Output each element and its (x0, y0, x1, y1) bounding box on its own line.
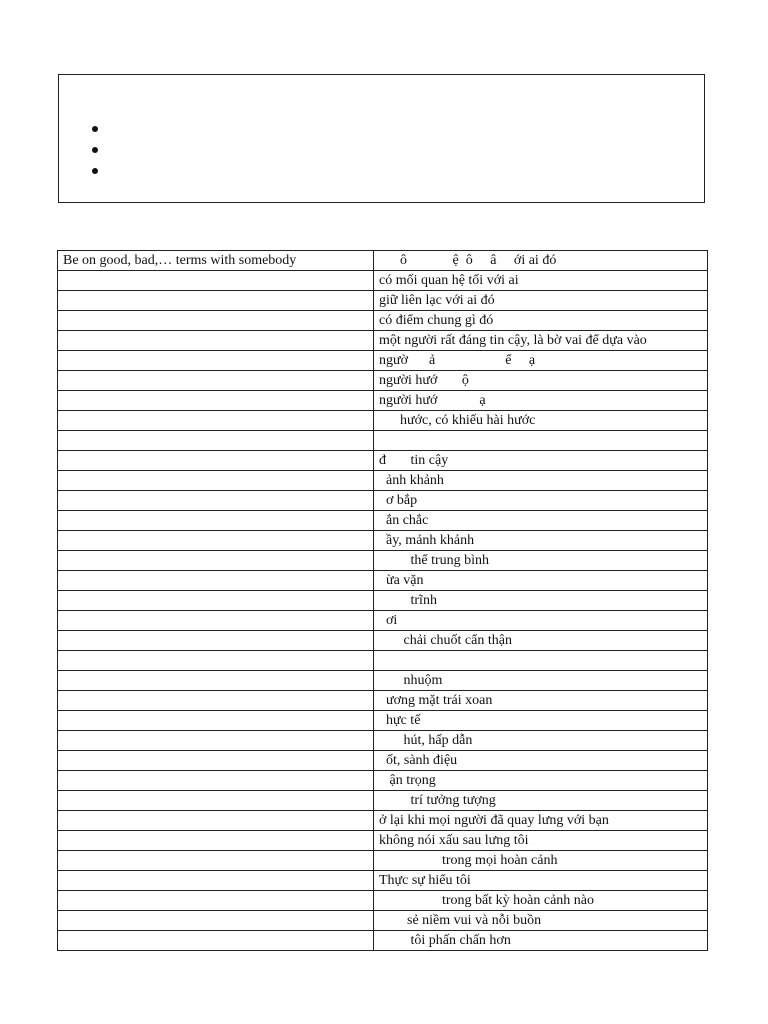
english-phrase-cell (58, 291, 374, 311)
table-row (58, 291, 708, 311)
english-phrase-cell (58, 571, 374, 591)
vietnamese-meaning-cell: trĩnh (374, 591, 708, 611)
vietnamese-meaning-cell: ận trọng (374, 771, 708, 791)
table-row (58, 631, 708, 651)
vocabulary-table (57, 250, 708, 951)
english-phrase-cell (58, 891, 374, 911)
english-phrase-cell (58, 851, 374, 871)
table-row (58, 311, 708, 331)
table-row (58, 911, 708, 931)
english-phrase-cell (58, 491, 374, 511)
vietnamese-meaning-cell: hực tế (374, 711, 708, 731)
vietnamese-meaning-cell (374, 431, 708, 451)
vietnamese-meaning-cell: trong bất kỳ hoàn cảnh nào (374, 891, 708, 911)
vietnamese-meaning-cell: tôi phấn chấn hơn (374, 931, 708, 951)
vietnamese-meaning-cell: người hướ ộ (374, 371, 708, 391)
vietnamese-meaning-cell: có điểm chung gì đó (374, 311, 708, 331)
vietnamese-meaning-cell: trong mọi hoàn cảnh (374, 851, 708, 871)
table-row (58, 471, 708, 491)
english-phrase-cell (58, 711, 374, 731)
table-row (58, 251, 708, 271)
table-row (58, 451, 708, 471)
table-row (58, 391, 708, 411)
english-phrase-cell (58, 791, 374, 811)
english-phrase-cell (58, 831, 374, 851)
table-row (58, 851, 708, 871)
english-phrase-cell (58, 811, 374, 831)
vietnamese-meaning-cell: sẻ niềm vui và nỗi buồn (374, 911, 708, 931)
english-phrase-cell (58, 631, 374, 651)
table-row (58, 771, 708, 791)
english-phrase-cell (58, 471, 374, 491)
table-row (58, 571, 708, 591)
vietnamese-meaning-cell: trí tưởng tượng (374, 791, 708, 811)
english-phrase-cell (58, 371, 374, 391)
vietnamese-meaning-cell: nhuộm (374, 671, 708, 691)
table-row (58, 351, 708, 371)
table-row (58, 491, 708, 511)
vietnamese-meaning-cell: ơ bắp (374, 491, 708, 511)
english-phrase-cell (58, 751, 374, 771)
table-row (58, 731, 708, 751)
english-phrase-cell (58, 671, 374, 691)
english-phrase-cell (58, 911, 374, 931)
vietnamese-meaning-cell: ừa vặn (374, 571, 708, 591)
table-row (58, 271, 708, 291)
table-row (58, 791, 708, 811)
english-phrase-cell (58, 871, 374, 891)
header-box (58, 74, 705, 203)
english-phrase-cell (58, 591, 374, 611)
english-phrase-cell (58, 451, 374, 471)
table-row (58, 831, 708, 851)
english-phrase-cell (58, 931, 374, 951)
vietnamese-meaning-cell: không nói xấu sau lưng tôi (374, 831, 708, 851)
table-row (58, 671, 708, 691)
english-phrase-cell (58, 611, 374, 631)
vietnamese-meaning-cell: ơi (374, 611, 708, 631)
table-row (58, 711, 708, 731)
vietnamese-meaning-cell: người hướ ạ (374, 391, 708, 411)
table-row (58, 651, 708, 671)
table-row (58, 371, 708, 391)
table-row (58, 891, 708, 911)
table-row (58, 551, 708, 571)
english-phrase-cell (58, 511, 374, 531)
vietnamese-meaning-cell: ảnh khảnh (374, 471, 708, 491)
vietnamese-meaning-cell: Thực sự hiểu tôi (374, 871, 708, 891)
table-row (58, 691, 708, 711)
vietnamese-meaning-cell: chải chuốt cẩn thận (374, 631, 708, 651)
vietnamese-meaning-cell: ở lại khi mọi người đã quay lưng với bạn (374, 811, 708, 831)
english-phrase-cell (58, 731, 374, 751)
vietnamese-meaning-cell: giữ liên lạc với ai đó (374, 291, 708, 311)
vietnamese-meaning-cell (374, 651, 708, 671)
vietnamese-meaning-cell: có mối quan hệ tối với ai (374, 271, 708, 291)
table-row (58, 511, 708, 531)
vietnamese-meaning-cell: hút, hấp dẫn (374, 731, 708, 751)
english-phrase-cell (58, 331, 374, 351)
table-row (58, 531, 708, 551)
vietnamese-meaning-cell: ương mặt trái xoan (374, 691, 708, 711)
english-phrase-cell (58, 271, 374, 291)
vietnamese-meaning-cell: ắn chắc (374, 511, 708, 531)
vietnamese-meaning-cell: ầy, mảnh khảnh (374, 531, 708, 551)
table-row (58, 331, 708, 351)
vocabulary-table-body (58, 251, 708, 951)
english-phrase-cell (58, 651, 374, 671)
english-phrase-cell (58, 691, 374, 711)
vietnamese-meaning-cell: một người rất đáng tin cậy, là bờ vai để dựa vào (374, 331, 708, 351)
table-row (58, 591, 708, 611)
english-phrase-cell (58, 551, 374, 571)
table-row (58, 411, 708, 431)
table-row (58, 611, 708, 631)
vietnamese-meaning-cell: thể trung bình (374, 551, 708, 571)
vietnamese-meaning-cell: hước, có khiếu hài hước (374, 411, 708, 431)
table-row (58, 431, 708, 451)
table-row (58, 931, 708, 951)
vietnamese-meaning-cell: ốt, sành điệu (374, 751, 708, 771)
table-row (58, 871, 708, 891)
english-phrase-cell (58, 311, 374, 331)
english-phrase-cell (58, 351, 374, 371)
english-phrase-cell (58, 411, 374, 431)
vietnamese-meaning-cell: ô ệ ô â ới ai đó (374, 251, 708, 271)
english-phrase-cell (58, 391, 374, 411)
table-row (58, 751, 708, 771)
english-phrase-cell: Be on good, bad,… terms with somebody (58, 251, 374, 271)
table-row (58, 811, 708, 831)
vietnamese-meaning-cell: ngườ ả ể ạ (374, 351, 708, 371)
english-phrase-cell (58, 771, 374, 791)
english-phrase-cell (58, 531, 374, 551)
english-phrase-cell (58, 431, 374, 451)
vietnamese-meaning-cell: đ tin cậy (374, 451, 708, 471)
